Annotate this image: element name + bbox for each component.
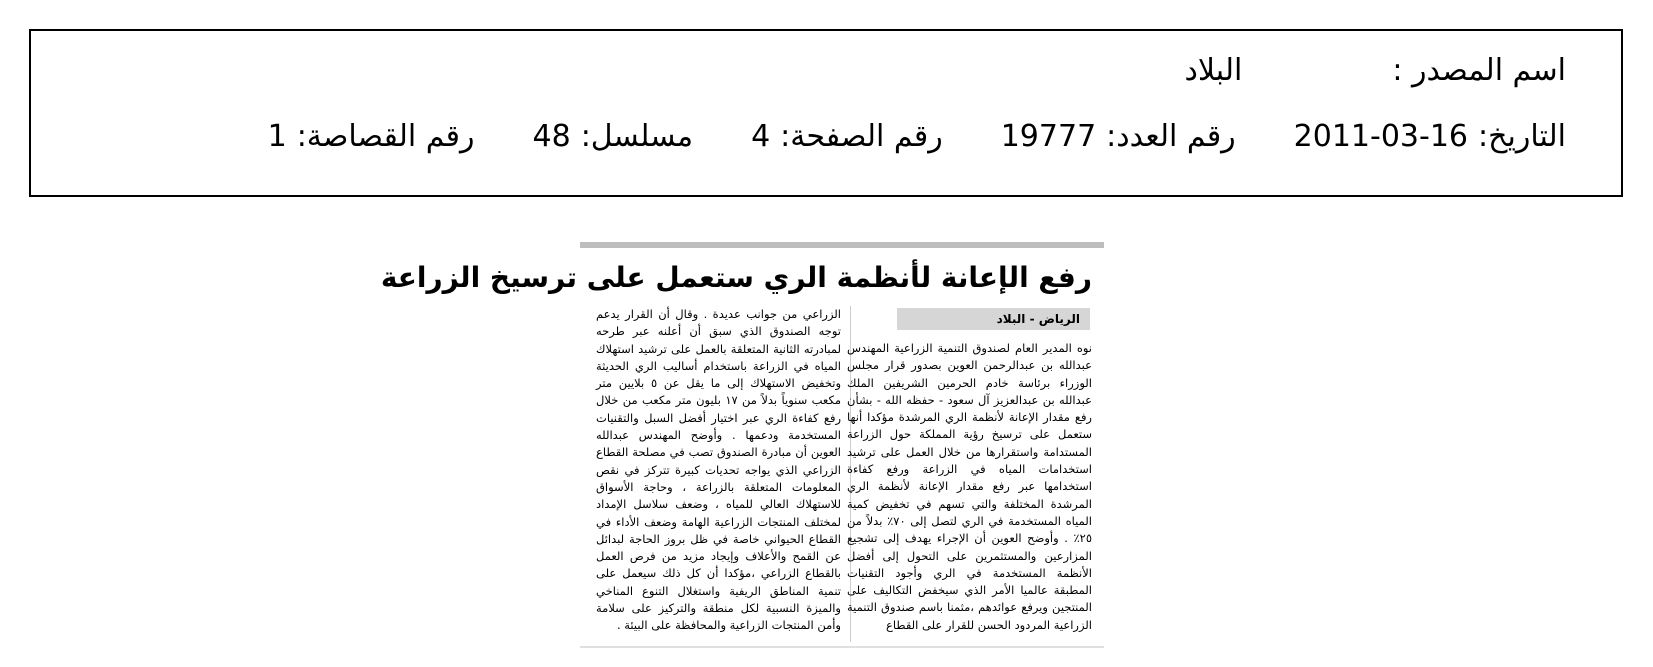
clipping-bottom-edge: [580, 646, 1104, 648]
clip-number-value: 1: [267, 119, 287, 154]
source-value: البلاد: [1184, 53, 1243, 88]
source-label: اسم المصدر :: [1392, 53, 1566, 88]
details-row: [268, 119, 1566, 154]
clipping-top-rule: [580, 242, 1104, 248]
page-field: [751, 119, 943, 154]
article-column-right: نوه المدير العام لصندوق التنمية الزراعية المهندس عبدالله بن عبدالرحمن العوين بصدور قرار مجلس الوزراء برئاسة خادم الحرمين الشريفين الملك عبدالله بن عبدالعزيز آل سعود - حفظه الله - بشأن رفع مقدار الإعانة لأنظمة الري المرشدة مؤكدا أنها ستعمل على ترسيخ رؤية المملكة حول الزراعة المستدامة واستقرارها من خلال العمل على ترشيد استخدامات المياه في الزراعة ورفع كفاءة استخدامها عبر رفع مقدار الإعانة لأنظمة الري المرشدة المختلفة والتي تسهم في تخفيض كمية المياه المستخدمة في الري لتصل إلى ٧٠٪ بدلاً من ٢٥٪ . وأوضح العوين أن الإجراء يهدف إلى تشجيع المزارعين والمستثمرين على التحول إلى أفضل الأنظمة المستخدمة في الري وأجود التقنيات المطبقة عالميا الأمر الذي سيخفض التكاليف على المنتجين ويرفع عوائدهم ،مثمنا باسم صندوق التنمية الزراعية المردود الحسن للقرار على القطاع: [847, 341, 1092, 632]
article-column-left: الزراعي من جوانب عديدة . وقال أن القرار يدعم توجه الصندوق الذي سبق أن أعلنه عبر طرحه لمبادرته الثانية المتعلقة بالعمل على ترشيد استهلاك المياه في الزراعة باستخدام أساليب الري الحديثة وتخفيض الاستهلاك إلى ما يقل عن ٥ بلايين متر مكعب سنوياً بدلاً من ١٧ بليون متر مكعب من خلال رفع كفاءة الري عبر اختيار أفضل السبل والتقنيات المستخدمة ودعمها . وأوضح المهندس عبدالله العوين أن مبادرة الصندوق تصب في مصلحة القطاع الزراعي الذي يواجه تحديات كبيرة تتركز في نقص المعلومات المتعلقة بالزراعة ، وحاجة الأسواق للاستهلاك العالي للمياه ، وضعف سلاسل الإمداد لمختلف المنتجات الزراعية الهامة وضعف الأداء في القطاع الحيواني خاصة في ظل بروز الحاجة لبدائل عن القمح والأعلاف وإيجاد مزيد من فرص العمل بالقطاع الزراعي ،مؤكدا أن كل ذلك سيعمل على تنمية المناطق الريفية واستغلال التنوع المناخي والميزة النسبية لكل منطقة والتركيز على سلامة وأمن المنتجات الزراعية والمحافظة على البيئة .: [596, 307, 841, 633]
serial-field: [533, 119, 694, 154]
clip-number-field: [268, 119, 475, 154]
date-field: [1294, 119, 1566, 154]
newspaper-clipping: [380, 242, 1104, 648]
article-byline: الرياض - البلاد: [897, 308, 1090, 330]
clip-number-label: رقم القصاصة:: [296, 119, 475, 154]
date-value: 2011-03-16: [1293, 119, 1469, 154]
serial-label: مسلسل:: [580, 119, 694, 154]
page-label: رقم الصفحة:: [780, 119, 943, 154]
page-value: 4: [751, 119, 771, 154]
issue-value: 19777: [1000, 119, 1097, 154]
date-label: التاريخ:: [1478, 119, 1566, 154]
serial-value: 48: [532, 119, 571, 154]
source-row: [1185, 53, 1566, 88]
issue-field: [1001, 119, 1236, 154]
metadata-box: [29, 29, 1623, 197]
issue-label: رقم العدد:: [1106, 119, 1236, 154]
article-headline: رفع الإعانة لأنظمة الري ستعمل على ترسيخ الزراعة: [380, 261, 1092, 294]
